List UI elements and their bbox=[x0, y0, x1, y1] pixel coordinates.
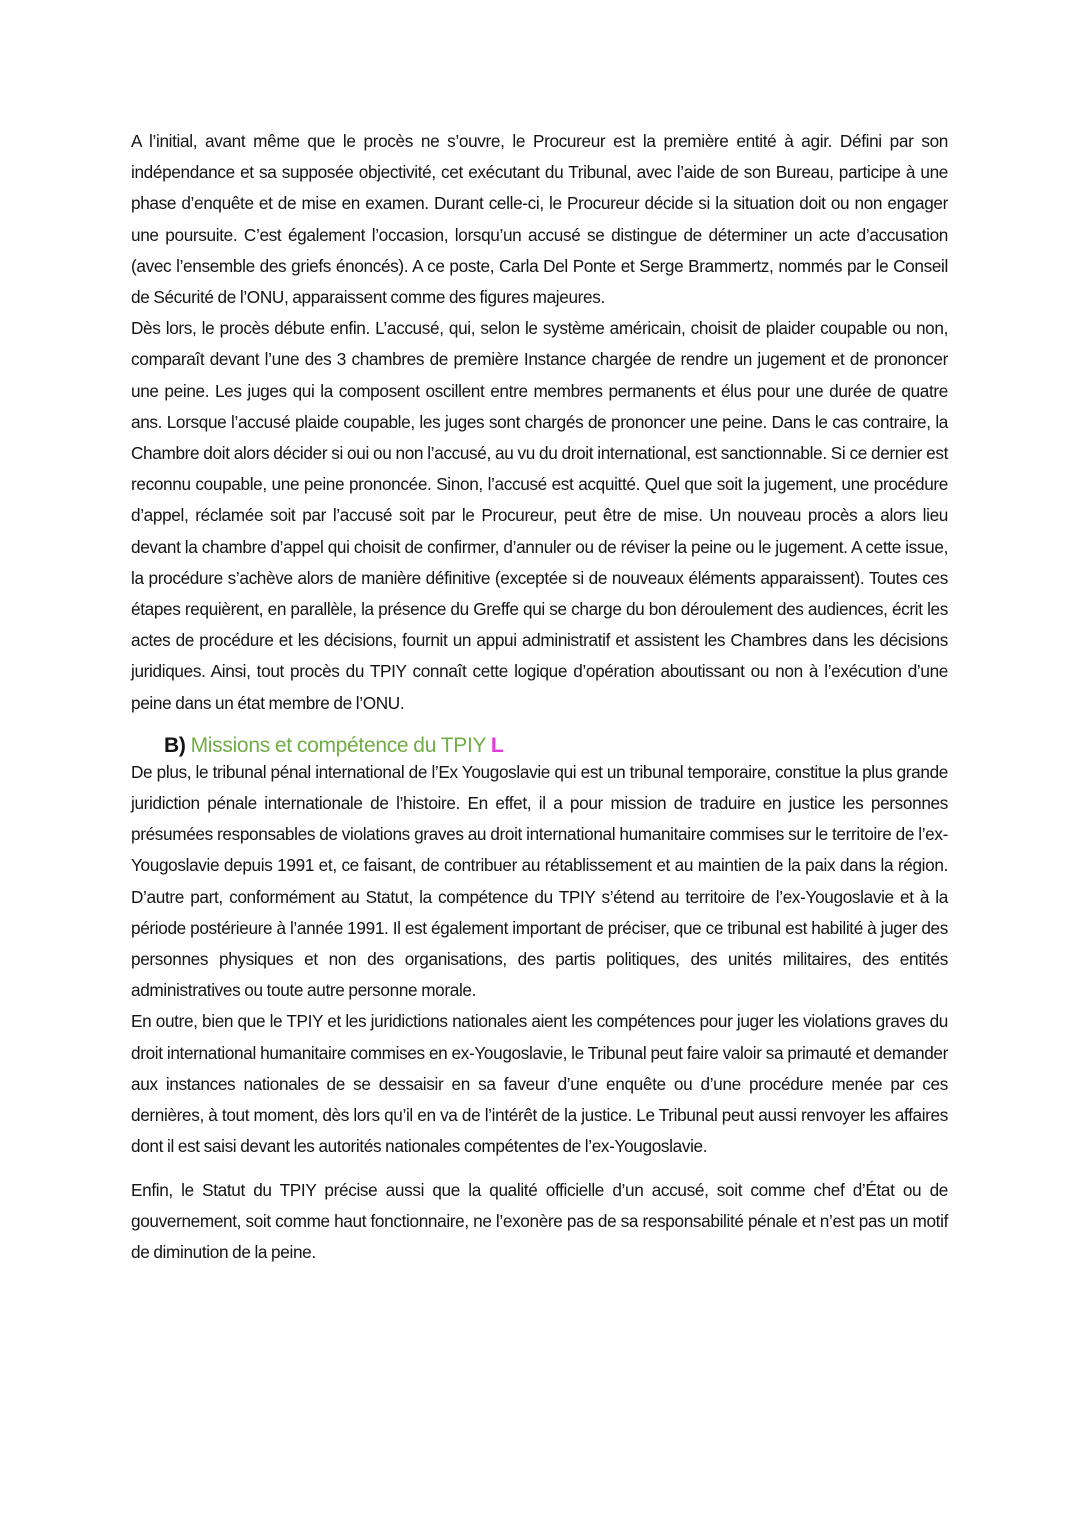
section-number: B) bbox=[164, 733, 186, 757]
document-page bbox=[131, 126, 948, 1268]
paragraph-proces: Dès lors, le procès débute enfin. L’accusé, qui, selon le système américain, choisit de plaider coupable ou non, comparaît devant l’une des 3 chambres de première Instance chargée de rendre un jugement et de prononcer une peine. Les juges qui la composent oscillent entre membres permanents et élus pour une durée de quatre ans. Lorsque l’accusé plaide coupable, les juges sont chargés de prononcer une peine. Dans le cas contraire, la Chambre doit alors décider si oui ou non l’accusé, au vu du droit international, est sanctionnable. Si ce dernier est reconnu coupable, une peine prononcée. Sinon, l’accusé est acquitté. Quel que soit la jugement, une procédure d’appel, réclamée soit par l’accusé soit par le Procureur, peut être de mise. Un nouveau procès a alors lieu devant la chambre d’appel qui choisit de confirmer, d’annuler ou de réviser la peine ou le jugement. A cette issue, la procédure s’achève alors de manière définitive (exceptée si de nouveaux éléments apparaissent). Toutes ces étapes requièrent, en parallèle, la présence du Greffe qui se charge du bon déroulement des audiences, écrit les actes de procédure et les décisions, fournit un appui administratif et assistent les Chambres dans les décisions juridiques. Ainsi, tout procès du TPIY connaît cette logique d’opération aboutissant ou non à l’exécution d’une peine dans un état membre de l’ONU. bbox=[131, 318, 948, 713]
section-title: Missions et compétence du TPIY bbox=[190, 733, 486, 757]
paragraph-statut: Enfin, le Statut du TPIY précise aussi que la qualité officielle d’un accusé, soit comme chef d’État ou de gouvernement, soit comme haut fonctionnaire, ne l’exonère pas de sa responsabilité pénale et n’est pas un motif de diminution de la peine. bbox=[131, 1179, 948, 1262]
paragraph-procureur: A l’initial, avant même que le procès ne s’ouvre, le Procureur est la première entité à agir. Défini par son indépendance et sa supposée objectivité, cet exécutant du Tribunal, avec l’aide de son Bureau, participe à une phase d’enquête et de mise en examen. Durant celle-ci, le Procureur décide si la situation doit ou non engager une poursuite. C’est également l’occasion, lorsqu’un accusé se distingue de déterminer un acte d’accusation (avec l’ensemble des griefs énoncés). A ce poste, Carla Del Ponte et Serge Brammertz, nommés par le Conseil de Sécurité de l’ONU, apparaissent comme des figures majeures. bbox=[131, 131, 948, 308]
section-marker: L bbox=[490, 733, 504, 757]
paragraph-competences: En outre, bien que le TPIY et les juridictions nationales aient les compétences pour juger les violations graves du droit international humanitaire commises en ex-Yougoslavie, le Tribunal peut faire valoir sa primauté et demander aux instances nationales de se dessaisir en sa faveur d’une enquête ou d’une procédure menée par ces dernières, à tout moment, dès lors qu’il en va de l’intérêt de la justice. Le Tribunal peut aussi renvoyer les affaires dont il est saisi devant les autorités nationales compétentes de l’ex-Yougoslavie. bbox=[131, 1011, 948, 1157]
paragraph-missions: De plus, le tribunal pénal international de l’Ex Yougoslavie qui est un tribunal temporaire, constitue la plus grande juridiction pénale internationale de l’histoire. En effet, il a pour mission de traduire en justice les personnes présumées responsables de violations graves au droit international humanitaire commises sur le territoire de l’ex-Yougoslavie depuis 1991 et, ce faisant, de contribuer au rétablissement et au maintien de la paix dans la région. D’autre part, conformément au Statut, la compétence du TPIY s’étend au territoire de l’ex-Yougoslavie et à la période postérieure à l’année 1991. Il est également important de préciser, que ce tribunal est habilité à juger des personnes physiques et non des organisations, des partis politiques, des unités militaires, des entités administratives ou toute autre personne morale. bbox=[131, 761, 948, 1001]
